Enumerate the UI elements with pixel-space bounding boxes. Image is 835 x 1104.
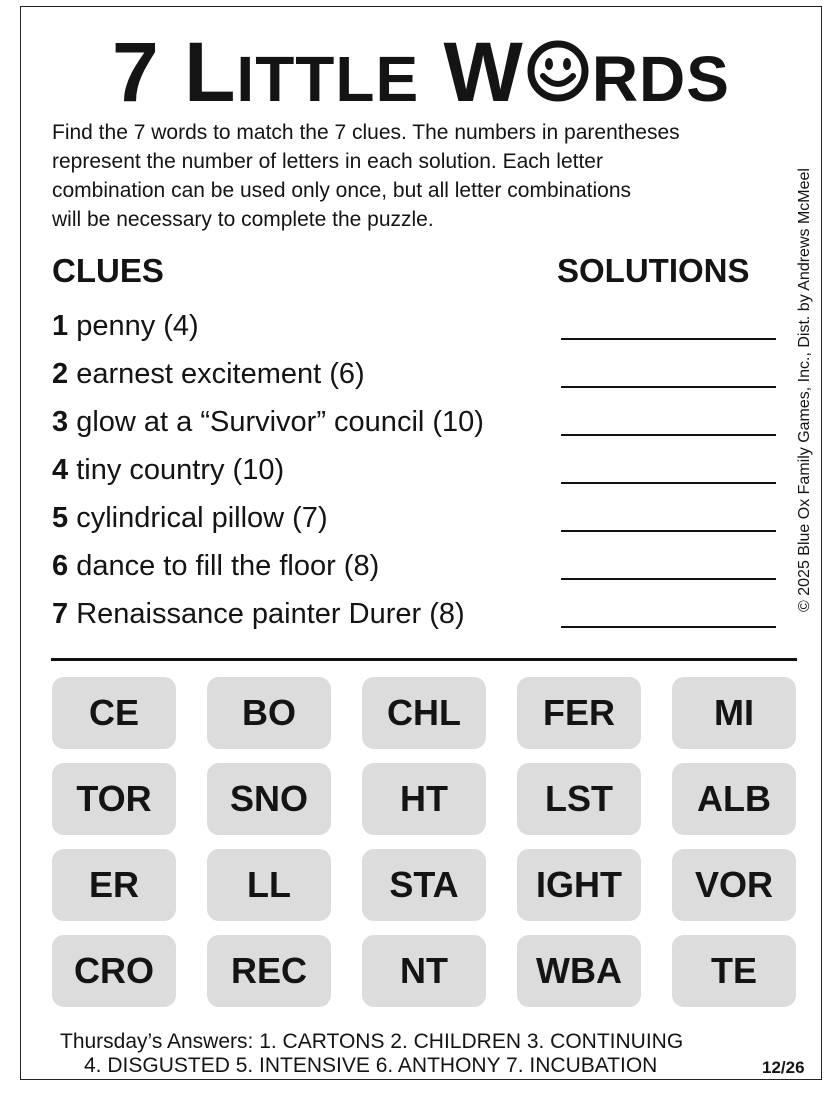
solution-blank[interactable]	[561, 626, 776, 628]
solutions-heading: SOLUTIONS	[557, 252, 750, 289]
clue-number: 3	[52, 406, 69, 438]
letter-tile[interactable]: LST	[517, 763, 641, 835]
letter-tile[interactable]: TOR	[52, 763, 176, 835]
puzzle-date: 12/26	[762, 1058, 805, 1077]
clue-number: 2	[52, 358, 69, 390]
clue-text: cylindrical pillow (7)	[68, 502, 328, 534]
letter-tile[interactable]: SNO	[207, 763, 331, 835]
clue-text: earnest excitement (6)	[68, 358, 365, 390]
clue-row	[52, 498, 782, 538]
letter-tile[interactable]: TE	[672, 935, 796, 1007]
clue-text: glow at a “Survivor” council (10)	[68, 406, 484, 438]
solution-blank[interactable]	[561, 578, 776, 580]
letter-tile[interactable]: CHL	[362, 677, 486, 749]
letter-tile[interactable]: ALB	[672, 763, 796, 835]
clue-row	[52, 594, 782, 634]
solution-blank[interactable]	[561, 434, 776, 436]
letter-tile[interactable]: ER	[52, 849, 176, 921]
letter-tile[interactable]: CRO	[52, 935, 176, 1007]
puzzle-title	[20, 22, 822, 122]
clue-row	[52, 402, 782, 442]
clue-number: 6	[52, 550, 69, 582]
letter-tile[interactable]: HT	[362, 763, 486, 835]
letter-tile[interactable]: MI	[672, 677, 796, 749]
letter-tile[interactable]: REC	[207, 935, 331, 1007]
title-word2-rest: RDS	[591, 43, 730, 115]
letter-tile[interactable]: WBA	[517, 935, 641, 1007]
clue-text: dance to fill the floor (8)	[68, 550, 380, 582]
clue-text: Renaissance painter Durer (8)	[68, 598, 465, 630]
clue-row	[52, 306, 782, 346]
instructions-line: Find the 7 words to match the 7 clues. The numbers in parentheses	[52, 121, 680, 144]
instructions-line: combination can be used only once, but all letter combinations	[52, 179, 632, 202]
letter-tile[interactable]: FER	[517, 677, 641, 749]
clue-number: 7	[52, 598, 69, 630]
previous-answers	[60, 1030, 820, 1078]
solution-blank[interactable]	[561, 338, 776, 340]
answers-line: Thursday’s Answers: 1. CARTONS 2. CHILDREN 3. CONTINUING	[60, 1030, 684, 1053]
clue-number: 1	[52, 310, 69, 342]
clue-text: tiny country (10)	[68, 454, 285, 486]
clue-row	[52, 354, 782, 394]
title-word1-rest: ITTLE	[236, 43, 420, 115]
section-divider	[51, 658, 797, 661]
clue-row	[52, 546, 782, 586]
letter-tile[interactable]: LL	[207, 849, 331, 921]
clue-row	[52, 450, 782, 490]
solution-blank[interactable]	[561, 386, 776, 388]
letter-tile[interactable]: CE	[52, 677, 176, 749]
smiley-face-icon	[526, 39, 590, 103]
instructions	[52, 118, 797, 234]
solution-blank[interactable]	[561, 530, 776, 532]
title-number: 7	[112, 25, 160, 119]
answers-line: 4. DISGUSTED 5. INTENSIVE 6. ANTHONY 7. INCUBATION	[84, 1054, 658, 1077]
letter-tile[interactable]: NT	[362, 935, 486, 1007]
clue-number: 4	[52, 454, 69, 486]
letter-tile[interactable]: BO	[207, 677, 331, 749]
copyright-notice: © 2025 Blue Ox Family Games, Inc., Dist. by Andrews McMeel	[796, 168, 813, 612]
instructions-line: represent the number of letters in each solution. Each letter	[52, 150, 603, 173]
title-word2-initial: W	[443, 25, 524, 119]
instructions-line: will be necessary to complete the puzzle.	[52, 208, 434, 231]
clues-heading: CLUES	[52, 252, 164, 289]
letter-tile[interactable]: STA	[362, 849, 486, 921]
letter-tile[interactable]: VOR	[672, 849, 796, 921]
letter-tile[interactable]: IGHT	[517, 849, 641, 921]
solution-blank[interactable]	[561, 482, 776, 484]
clue-text: penny (4)	[68, 310, 199, 342]
clue-number: 5	[52, 502, 69, 534]
title-word1-initial: L	[184, 25, 237, 119]
